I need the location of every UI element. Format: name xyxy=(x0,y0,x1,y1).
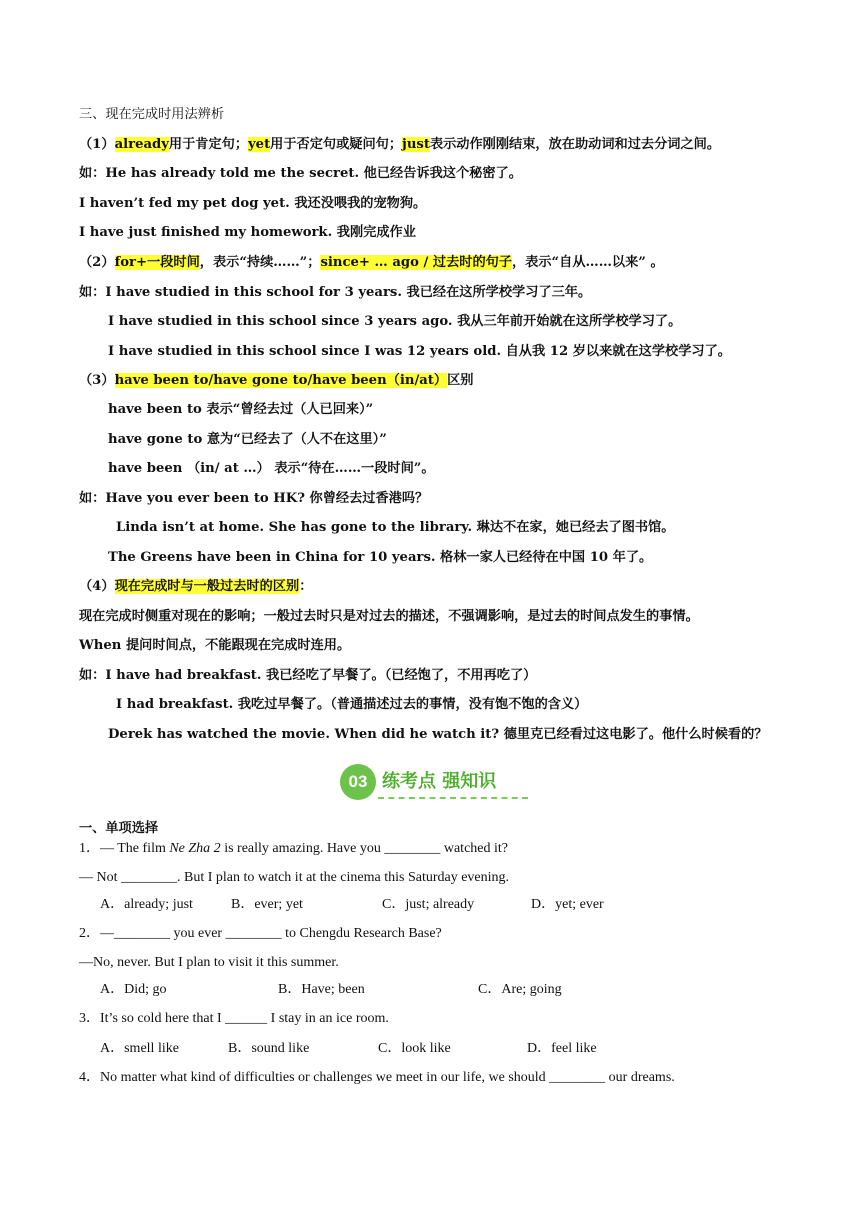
dashed-underline xyxy=(378,797,528,799)
option[interactable]: D．yet; ever xyxy=(531,897,604,912)
example-line: 如：He has already told me the secret. 他已经告诉我这个秘密了。 xyxy=(79,166,522,181)
example-line: I haven’t fed my pet dog yet. 我还没喂我的宠物狗。 xyxy=(79,196,427,211)
example-line: I have just finished my homework. 我刚完成作业 xyxy=(79,225,416,240)
example-line: I have studied in this school since I was 12 years old. 自从我 12 岁以来就在这学校学习了。 xyxy=(108,344,731,359)
question-2-options xyxy=(100,981,562,999)
example-line: 如：I have had breakfast. 我已经吃了早餐了。（已经饱了，不用再吃了） xyxy=(79,668,537,683)
definition-line: have been （in/ at …） 表示“待在……一段时间”。 xyxy=(108,461,435,476)
option[interactable]: C．Are; going xyxy=(478,982,562,997)
usage-point-4: （4）现在完成时与一般过去时的区别： xyxy=(79,579,313,594)
question-1-options xyxy=(100,896,604,914)
example-line: I have studied in this school since 3 years ago. 我从三年前开始就在这所学校学习了。 xyxy=(108,314,682,329)
section-emblem xyxy=(340,762,540,804)
option[interactable]: B．ever; yet xyxy=(231,897,303,912)
question-3-options xyxy=(100,1040,597,1058)
usage-point-3: （3）have been to/have gone to/have been（in/at）区别 xyxy=(79,373,474,388)
question-3: 3．It’s so cold here that I ______ I stay in an ice room. xyxy=(79,1011,389,1026)
question-2: 2．—________ you ever ________ to Chengdu Research Base? xyxy=(79,926,442,941)
highlight-since: since+ … ago / 过去时的句子 xyxy=(320,255,512,270)
example-line: Linda isn’t at home. She has gone to the library. 琳达不在家，她已经去了图书馆。 xyxy=(116,520,675,535)
definition-line: have been to 表示“曾经去过（人已回来）” xyxy=(108,402,374,417)
usage-point-2: （2）for+一段时间，表示“持续……”；since+ … ago / 过去时的句子，表示“自从……以来” 。 xyxy=(79,255,664,270)
highlight-difference: 现在完成时与一般过去时的区别 xyxy=(114,579,300,594)
question-1-response: — Not ________. But I plan to watch it at the cinema this Saturday evening. xyxy=(79,870,510,885)
question-1: 1．— The film Ne Zha 2 is really amazing. Have you ________ watched it? xyxy=(79,841,508,856)
highlight-already: already xyxy=(114,137,169,152)
option[interactable]: A．Did; go xyxy=(100,982,167,997)
option[interactable]: C．look like xyxy=(378,1041,451,1056)
option[interactable]: D．feel like xyxy=(527,1041,597,1056)
highlight-just: just xyxy=(402,137,430,152)
highlight-for: for+一段时间 xyxy=(114,255,200,270)
usage-point-1: （1）already用于肯定句；yet用于否定句或疑问句；just表示动作刚刚结束，放在助动词和过去分词之间。 xyxy=(79,137,721,152)
highlight-have-been: have been to/have gone to/have been（in/at） xyxy=(114,373,448,388)
definition-line: have gone to 意为“已经去了（人不在这里）” xyxy=(108,432,387,447)
section-emblem-title: 练考点 强知识 xyxy=(382,771,497,792)
option[interactable]: B．Have; been xyxy=(278,982,365,997)
example-line: Derek has watched the movie. When did he watch it? 德里克已经看过这电影了。他什么时候看的？ xyxy=(108,727,768,742)
option[interactable]: A．smell like xyxy=(100,1041,179,1056)
option[interactable]: C．just; already xyxy=(382,897,475,912)
question-2-response: —No, never. But I plan to visit it this summer. xyxy=(79,955,339,970)
example-line: I had breakfast. 我吃过早餐了。（普通描述过去的事情，没有饱不饱的含义） xyxy=(116,697,588,712)
section-number-badge: 03 xyxy=(340,764,376,800)
explanation-line: When 提问时间点，不能跟现在完成时连用。 xyxy=(79,638,351,653)
example-line: The Greens have been in China for 10 years. 格林一家人已经待在中国 10 年了。 xyxy=(108,550,653,565)
section-title: 三、现在完成时用法辨析 xyxy=(79,107,225,122)
example-line: 如：I have studied in this school for 3 years. 我已经在这所学校学习了三年。 xyxy=(79,285,592,300)
highlight-yet: yet xyxy=(248,137,271,152)
example-line: 如：Have you ever been to HK? 你曾经去过香港吗？ xyxy=(79,491,429,506)
option[interactable]: B．sound like xyxy=(228,1041,310,1056)
question-4: 4．No matter what kind of difficulties or challenges we meet in our life, we should ________ our dreams. xyxy=(79,1070,675,1085)
exercise-heading: 一、单项选择 xyxy=(79,821,159,836)
explanation-line: 现在完成时侧重对现在的影响；一般过去时只是对过去的描述，不强调影响，是过去的时间点发生的事情。 xyxy=(79,609,699,624)
option[interactable]: A．already; just xyxy=(100,897,193,912)
